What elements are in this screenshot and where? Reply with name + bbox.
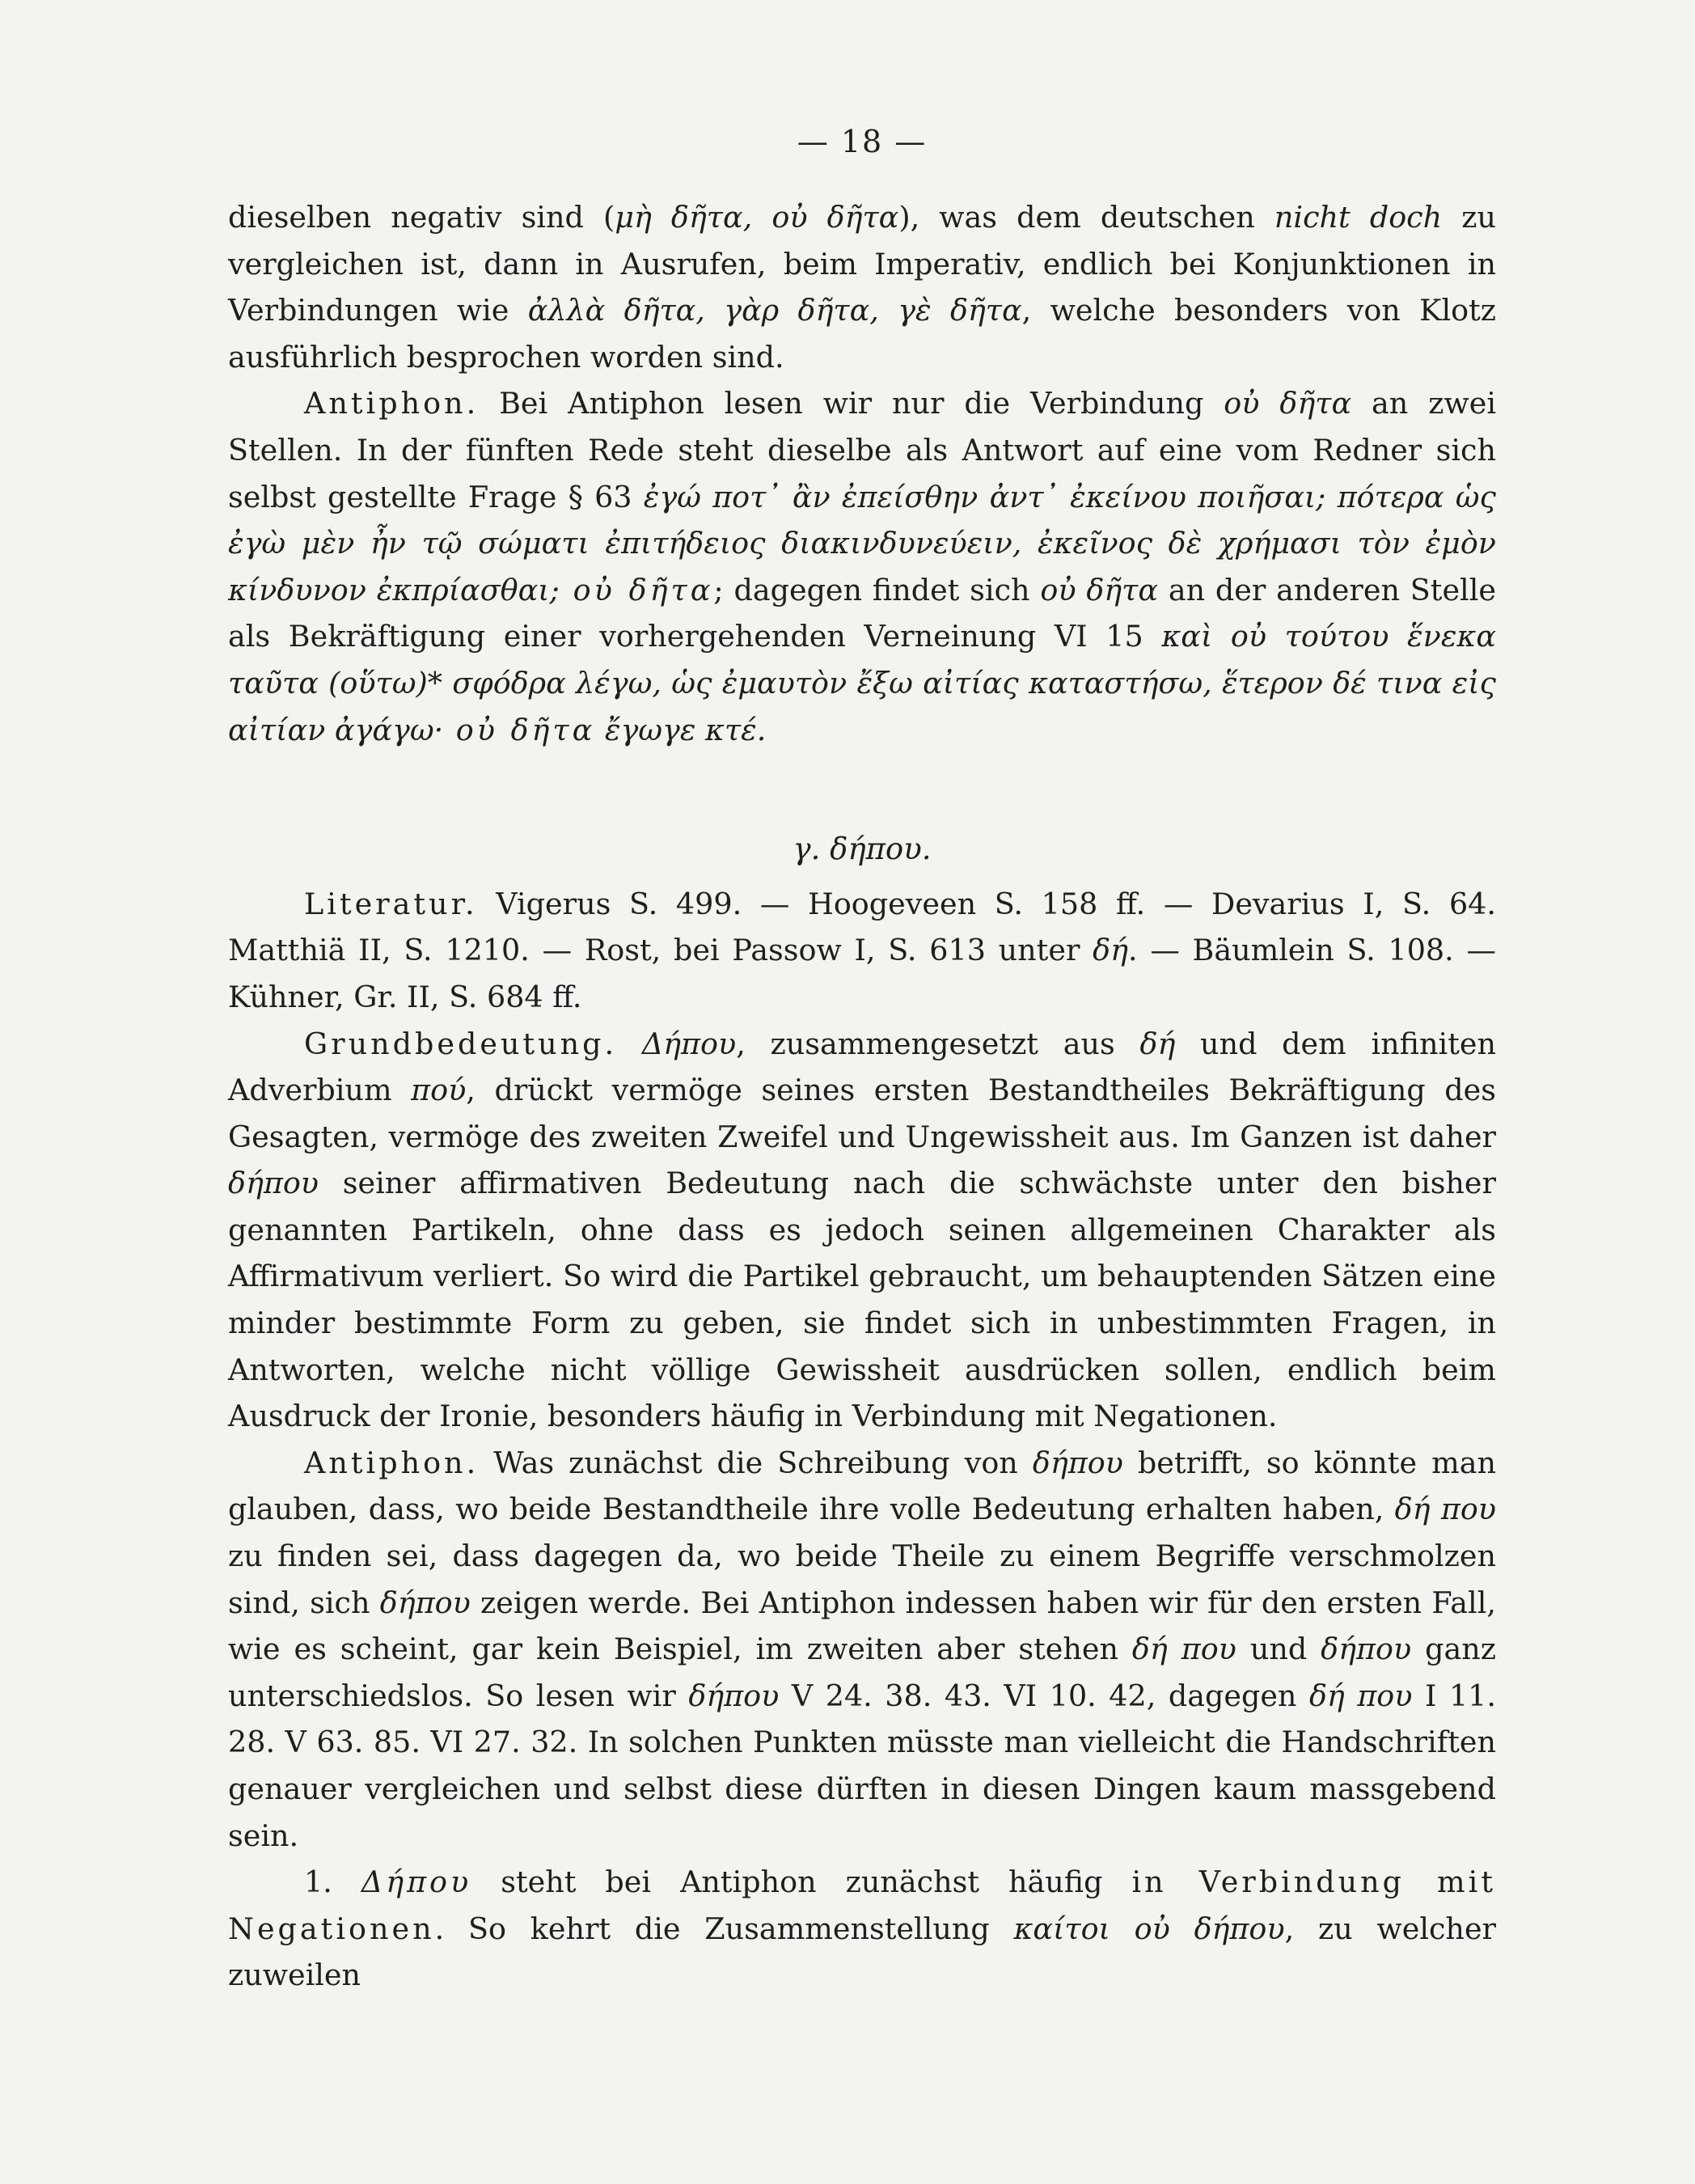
paragraph-grundbedeutung [228, 1021, 1496, 1440]
paragraph-label: Grundbedeutung. [304, 1026, 618, 1061]
greek-text: δήπου [1032, 1445, 1123, 1480]
text-run: I 11. 28. V 63. 85. VI 27. 32. In solchen Punkten müsste man vielleicht die Handschriften genauer vergleichen und selbst diese dürften in diesen Dingen kaum massgebend sein. [228, 1678, 1496, 1853]
greek-quotation: ἐγώ ποτ᾽ ἂν ἐπείσθην ἀντ᾽ ἐκείνου ποιῆσαι; πότερα ὡς ἐγὼ μὲν ἦν τῷ σώματι ἐπιτήδειος διακινδυνεύειν, ἐκεῖνος δὲ χρήμασι τὸν ἐμὸν κίνδυνον ἐκπρίασθαι; [228, 479, 1496, 607]
greek-text: δήπου [1321, 1632, 1412, 1667]
text-run: und dem infiniten Adverbium [228, 1026, 1496, 1108]
greek-text: μὴ δῆτα, οὐ δῆτα [615, 200, 899, 235]
text-run: an der anderen Stelle als Bekräftigung einer vorhergehenden Verneinung VI 15 [228, 572, 1496, 654]
text-run: ; dagegen findet sich [713, 572, 1041, 607]
paragraph-label: Literatur. [304, 886, 478, 921]
text-run: Vigerus S. 499. — Hoogeveen S. 158 ff. — Devarius I, S. 64. Matthiä II, S. 1210. — Rost, bei Passow I, S. 613 unter [228, 886, 1496, 968]
text-run: , drückt vermöge seines ersten Bestandtheiles Bekräftigung des Gesagten, vermöge des zweiten Zweifel und Ungewissheit aus. Im Ganzen ist daher [228, 1073, 1496, 1154]
greek-text: ἔγωγε κτέ. [595, 712, 767, 747]
greek-text: Δήπου [361, 1864, 472, 1900]
text-run: an zwei Stellen. In der fünften Rede steht dieselbe als Antwort auf eine vom Redner sich selbst gestellte Frage § 63 [228, 386, 1496, 514]
text-run: und [1236, 1632, 1321, 1667]
section-title: γ. δήπου. [793, 832, 932, 867]
page-number: — 18 — [797, 124, 928, 159]
text-run: Was zunächst die Schreibung von [479, 1445, 1033, 1480]
text-run: Bei Antiphon lesen wir nur die Verbindung [479, 386, 1224, 421]
page [228, 121, 1496, 1999]
text-run: dieselben negativ sind ( [228, 200, 615, 235]
text-run: , welche besonders von Klotz ausführlich besprochen worden sind. [228, 293, 1496, 375]
emphasized-text: in Verbindung mit Negationen [228, 1864, 1496, 1946]
greek-text: οὐ δῆτα [443, 712, 596, 747]
greek-text: οὐ δῆτα [1224, 386, 1352, 421]
italic-text: nicht doch [1274, 200, 1443, 235]
greek-text: καίτοι οὐ δήπου [1013, 1911, 1285, 1946]
text-run: , zu welcher zuweilen [228, 1911, 1496, 1993]
greek-text: δή που [1131, 1632, 1236, 1667]
text-run: ganz unterschiedslos. So lesen wir [228, 1632, 1496, 1713]
text-run: seiner affirmativen Bedeutung nach die schwächste unter den bisher genannten Partikeln, ohne dass es jedoch seinen allgemeinen Charakter als Affirmativum verliert. So wird die Partikel gebraucht, um behauptenden Sätzen eine minder bestimmte Form zu geben, sie findet sich in unbestimmten Fragen, in Antworten, welche nicht völlige Gewissheit ausdrücken sollen, endlich beim Ausdruck der Ironie, besonders häufig in Verbindung mit Negationen. [228, 1166, 1496, 1434]
paragraph-label: Antiphon. [304, 1445, 480, 1480]
text-run: zu vergleichen ist, dann in Ausrufen, beim Imperativ, endlich bei Konjunktionen in Verbindungen wie [228, 200, 1497, 328]
paragraph-antiphon-deta [228, 380, 1496, 753]
greek-text: δή [1093, 933, 1128, 968]
greek-text: δή που [1308, 1678, 1413, 1713]
greek-text: δήπου [688, 1678, 780, 1713]
greek-text: δήπου [379, 1585, 471, 1620]
greek-text: δήπου [228, 1166, 319, 1201]
greek-text: ἀλλὰ δῆτα, γὰρ δῆτα, γὲ δῆτα [527, 293, 1022, 328]
paragraph-antiphon-depou [228, 1440, 1496, 1859]
text-run: . — Bäumlein S. 108. — Kühner, Gr. II, S. 684 ff. [228, 933, 1496, 1014]
text-run: zu finden sei, dass dagegen da, wo beide Theile zu einem Begriffe verschmolzen sind, sich [228, 1539, 1496, 1620]
greek-text: οὐ δῆτα [559, 572, 714, 607]
text-run: betrifft, so könnte man glauben, dass, wo beide Bestandtheile ihre volle Bedeutung erhalten haben, [228, 1445, 1496, 1527]
list-number: 1. [304, 1864, 361, 1900]
greek-text: πού [411, 1073, 467, 1108]
paragraph-numbered-1 [228, 1859, 1496, 1999]
paragraph-label: Antiphon. [304, 386, 480, 421]
text-run: . So kehrt die Zusammenstellung [434, 1911, 1014, 1946]
text-run: ), was dem deutschen [898, 200, 1274, 235]
paragraph-dieselben [228, 194, 1496, 380]
greek-quotation: καὶ οὐ τούτου ἕνεκα ταῦτα (οὕτω)* σφόδρα λέγω, ὡς ἐμαυτὸν ἔξω αἰτίας καταστήσω, ἕτερον δέ τινα εἰς αἰτίαν ἀγάγω· [228, 619, 1496, 747]
text-run: , zusammengesetzt aus [736, 1026, 1140, 1061]
text-run: steht bei Antiphon zunächst häufig [471, 1864, 1132, 1900]
paragraph-literatur [228, 881, 1496, 1021]
greek-text: δή που [1394, 1492, 1496, 1527]
greek-text: δή [1139, 1026, 1176, 1061]
greek-text: Δήπου [617, 1026, 737, 1061]
text-run: V 24. 38. 43. VI 10. 42, dagegen [779, 1678, 1309, 1713]
greek-text: οὐ δῆτα [1040, 572, 1159, 607]
text-run: zeigen werde. Bei Antiphon indessen haben wir für den ersten Fall, wie es scheint, gar kein Beispiel, im zweiten aber stehen [228, 1585, 1496, 1667]
